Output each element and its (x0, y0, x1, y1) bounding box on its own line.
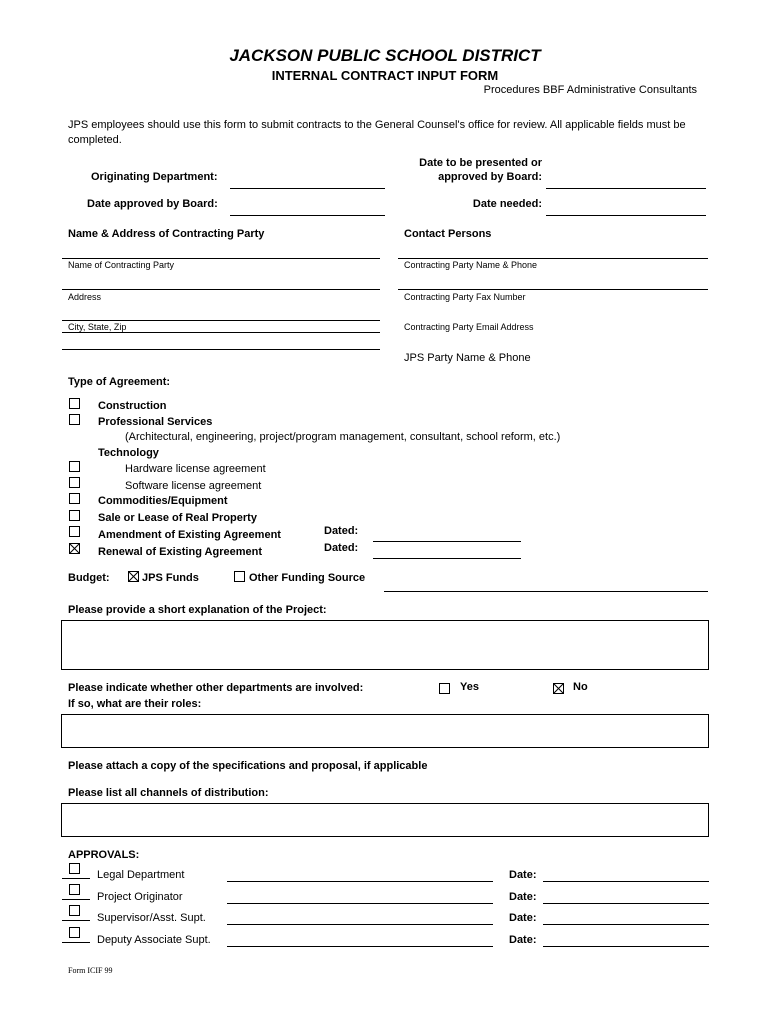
contracting-name-label: Name of Contracting Party (68, 260, 175, 270)
checkbox-underline (62, 899, 90, 900)
departments-yes-checkbox[interactable] (439, 683, 450, 694)
renewal-checkbox-checked[interactable] (69, 543, 80, 554)
amendment-checkbox[interactable] (69, 526, 80, 537)
real-property-checkbox[interactable] (69, 510, 80, 521)
attach-note: Please attach a copy of the specifications and proposal, if applicable (68, 760, 428, 772)
date-presented-label-1: Date to be presented or (419, 157, 542, 169)
approval-supervisor-date-field[interactable] (543, 924, 709, 925)
departments-label: Please indicate whether other departments are involved: (68, 682, 364, 694)
approval-legal-date-field[interactable] (543, 881, 709, 882)
date-presented-label-2: approved by Board: (438, 171, 542, 183)
contact-fax-field[interactable] (398, 289, 708, 290)
real-property-label: Sale or Lease of Real Property (98, 512, 257, 524)
software-checkbox[interactable] (69, 477, 80, 488)
contact-fax-label: Contracting Party Fax Number (404, 292, 526, 302)
form-number: Form ICIF 99 (68, 966, 113, 975)
contact-name-field[interactable] (398, 258, 708, 259)
approval-deputy-label: Deputy Associate Supt. (97, 934, 211, 946)
approval-legal-checkbox[interactable] (69, 863, 80, 874)
departments-yes-label: Yes (460, 681, 479, 693)
hardware-checkbox[interactable] (69, 461, 80, 472)
jps-funds-label: JPS Funds (142, 572, 199, 584)
city-field[interactable] (62, 320, 380, 321)
address-label: Address (68, 292, 102, 302)
approval-legal-label: Legal Department (97, 869, 185, 881)
project-explain-label: Please provide a short explanation of the Project: (68, 604, 327, 616)
extra-address-field[interactable] (62, 349, 380, 350)
amendment-dated-field[interactable] (373, 541, 521, 542)
jps-party-label: JPS Party Name & Phone (404, 352, 531, 364)
approval-supervisor-label: Supervisor/Asst. Supt. (97, 912, 206, 924)
city-label: City, State, Zip (68, 322, 127, 332)
approval-originator-label: Project Originator (97, 891, 183, 903)
contact-email-label: Contracting Party Email Address (404, 322, 534, 332)
originating-department-field[interactable] (230, 188, 385, 189)
professional-services-label: Professional Services (98, 416, 213, 428)
approval-originator-date-field[interactable] (543, 903, 709, 904)
form-subtitle: INTERNAL CONTRACT INPUT FORM (271, 68, 499, 83)
departments-no-label: No (573, 681, 588, 693)
checkbox-underline (62, 942, 90, 943)
date-presented-field[interactable] (546, 188, 706, 189)
professional-services-note: (Architectural, engineering, project/program management, consultant, school reform, etc.) (125, 431, 561, 443)
renewal-dated-label: Dated: (324, 542, 359, 554)
professional-services-checkbox[interactable] (69, 414, 80, 425)
procedures-note: Procedures BBF Administrative Consultants (483, 84, 697, 96)
approval-supervisor-signature[interactable] (227, 924, 493, 925)
software-label: Software license agreement (125, 480, 262, 492)
construction-checkbox[interactable] (69, 398, 80, 409)
commodities-label: Commodities/Equipment (98, 495, 228, 507)
originating-department-label: Originating Department: (91, 171, 218, 183)
other-funding-field[interactable] (384, 591, 708, 592)
contact-name-label: Contracting Party Name & Phone (404, 260, 538, 270)
approval-supervisor-checkbox[interactable] (69, 905, 80, 916)
construction-label: Construction (98, 400, 167, 412)
date-approved-label: Date approved by Board: (87, 198, 218, 210)
hardware-label: Hardware license agreement (125, 463, 266, 475)
approval-legal-date-label: Date: (509, 869, 537, 881)
form-title: JACKSON PUBLIC SCHOOL DISTRICT (229, 46, 541, 65)
other-funding-checkbox[interactable] (234, 571, 245, 582)
approval-deputy-date-field[interactable] (543, 946, 709, 947)
approval-deputy-signature[interactable] (227, 946, 493, 947)
contracting-name-field[interactable] (62, 258, 380, 259)
date-needed-label: Date needed: (472, 198, 542, 210)
approval-originator-signature[interactable] (227, 903, 493, 904)
approval-deputy-checkbox[interactable] (69, 927, 80, 938)
contact-persons-heading: Contact Persons (404, 228, 492, 240)
approval-supervisor-date-label: Date: (509, 912, 537, 924)
checkbox-underline (62, 920, 90, 921)
roles-box[interactable] (61, 714, 709, 748)
approval-deputy-date-label: Date: (509, 934, 537, 946)
renewal-label: Renewal of Existing Agreement (98, 546, 263, 558)
approval-originator-date-label: Date: (509, 891, 537, 903)
jps-funds-checkbox-checked[interactable] (128, 571, 139, 582)
approval-originator-checkbox[interactable] (69, 884, 80, 895)
date-approved-field[interactable] (230, 215, 385, 216)
checkbox-underline (62, 878, 90, 879)
commodities-checkbox[interactable] (69, 493, 80, 504)
address-field[interactable] (62, 289, 380, 290)
intro-text: JPS employees should use this form to submit contracts to the General Counsel's office for review. All applicable fields must be completed. (68, 119, 686, 146)
divider (62, 332, 380, 333)
project-explain-box[interactable] (61, 620, 709, 670)
technology-label: Technology (98, 447, 159, 459)
amendment-label: Amendment of Existing Agreement (98, 529, 281, 541)
date-needed-field[interactable] (546, 215, 706, 216)
approvals-heading: APPROVALS: (68, 849, 140, 861)
approval-legal-signature[interactable] (227, 881, 493, 882)
other-funding-label: Other Funding Source (249, 572, 366, 584)
budget-label: Budget: (68, 572, 110, 584)
channels-box[interactable] (61, 803, 709, 837)
contracting-party-heading: Name & Address of Contracting Party (68, 228, 265, 240)
departments-no-checkbox-checked[interactable] (553, 683, 564, 694)
roles-label: If so, what are their roles: (68, 698, 202, 710)
agreement-heading: Type of Agreement: (68, 376, 171, 388)
channels-label: Please list all channels of distribution: (68, 787, 269, 799)
renewal-dated-field[interactable] (373, 558, 521, 559)
amendment-dated-label: Dated: (324, 525, 359, 537)
